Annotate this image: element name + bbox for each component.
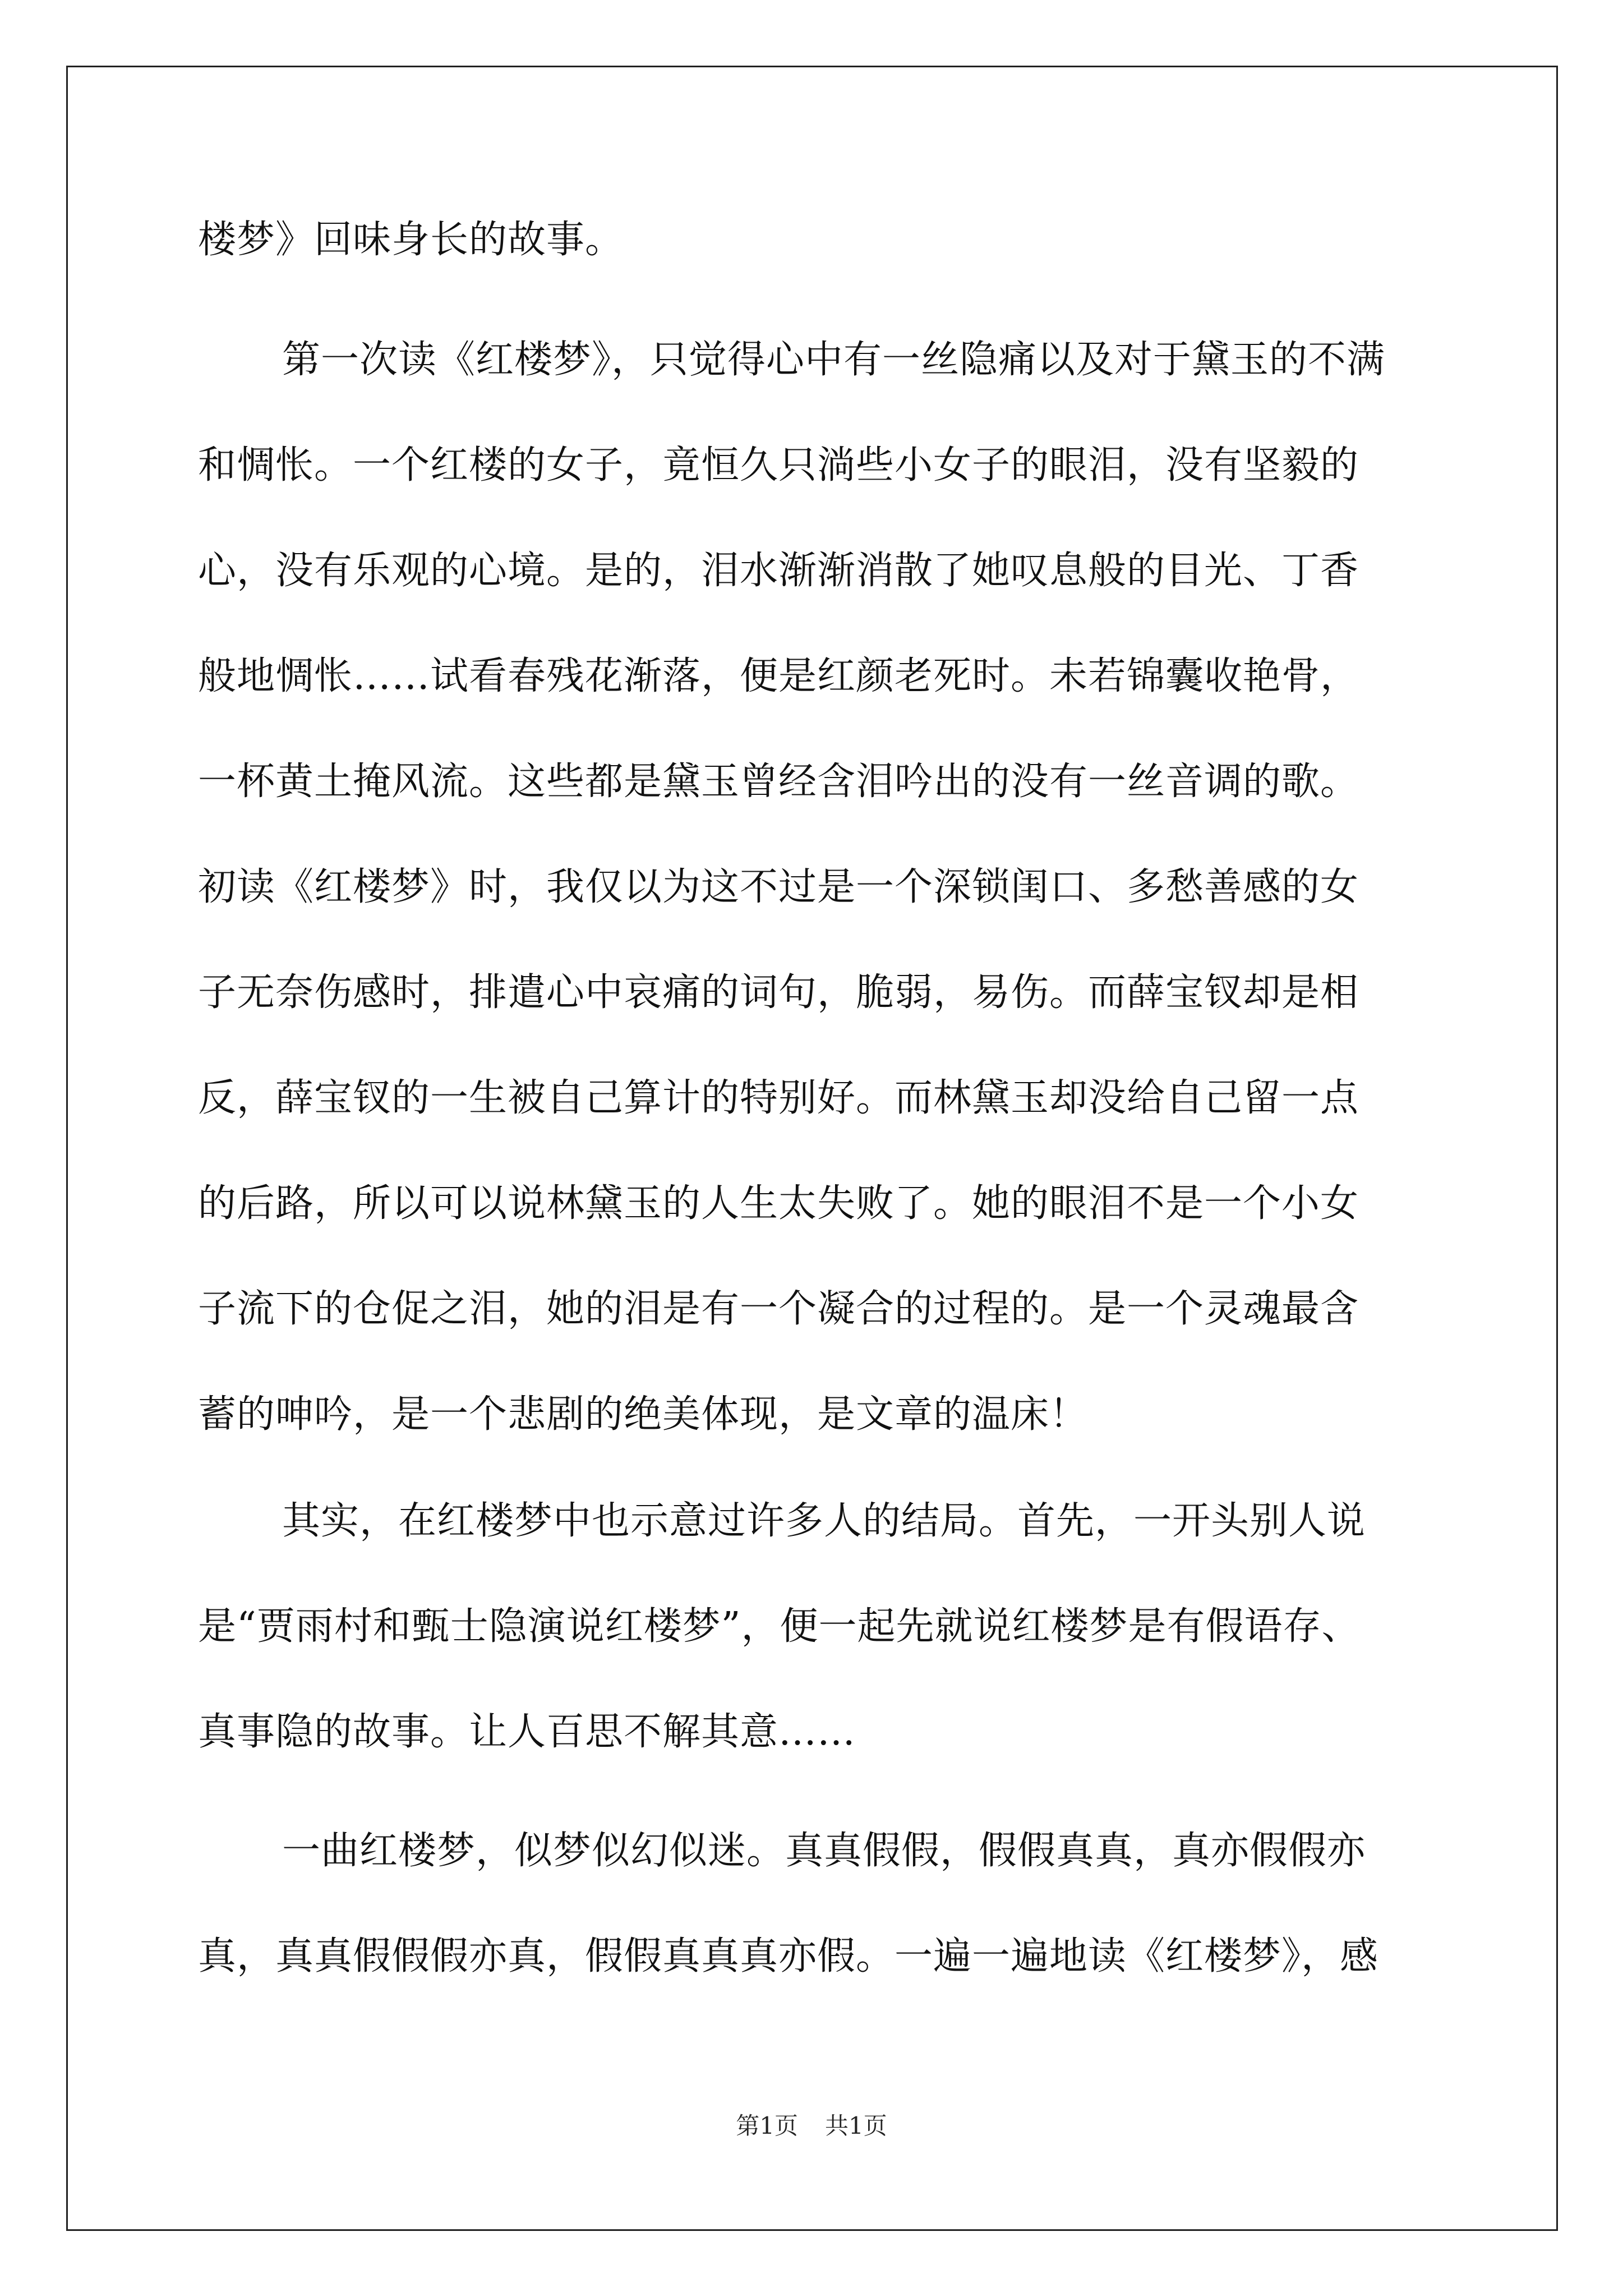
paragraph-line: 真，真真假假假亦真，假假真真真亦假。一遍一遍地读《红楼梦》，感 — [198, 1934, 1379, 1978]
page-number: 第1页 — [736, 2112, 798, 2139]
paragraph-line: 子无奈伤感时，排遣心中哀痛的词句，脆弱，易伤。而薛宝钗却是相 — [198, 970, 1359, 1015]
paragraph-line: 楼梦》回味身长的故事。 — [198, 218, 624, 262]
paragraph-line: 一曲红楼梦，似梦似幻似迷。真真假假，假假真真，真亦假假亦 — [282, 1829, 1366, 1873]
page-footer — [0, 2110, 1623, 2142]
paragraph-line: 反，薛宝钗的一生被自己算计的特别好。而林黛玉却没给自己留一点 — [198, 1076, 1359, 1120]
paragraph-line: 第一次读《红楼梦》，只觉得心中有一丝隐痛以及对于黛玉的不满 — [282, 338, 1386, 382]
paragraph-line: 其实，在红楼梦中也示意过许多人的结局。首先，一开头别人说 — [282, 1499, 1366, 1543]
paragraph-line: 般地惆怅……试看春残花渐落，便是红颜老死时。未若锦囊收艳骨， — [198, 654, 1359, 698]
page-border — [66, 66, 1558, 2231]
paragraph-line: 心，没有乐观的心境。是的，泪水渐渐消散了她叹息般的目光、丁香 — [198, 549, 1359, 593]
paragraph-line: 的后路，所以可以说林黛玉的人生太失败了。她的眼泪不是一个小女 — [198, 1181, 1359, 1226]
paragraph-line: 真事隐的故事。让人百思不解其意…… — [198, 1710, 856, 1754]
paragraph-line: 子流下的仓促之泪，她的泪是有一个凝合的过程的。是一个灵魂最含 — [198, 1287, 1359, 1331]
paragraph-line: 一杯黄土掩风流。这些都是黛玉曾经含泪吟出的没有一丝音调的歌。 — [198, 760, 1359, 804]
paragraph-line: 是“贾雨村和甄士隐演说红楼梦”，便一起先就说红楼梦是有假语存、 — [198, 1604, 1361, 1649]
page-total: 共1页 — [825, 2112, 887, 2139]
paragraph-line: 蓄的呻吟，是一个悲剧的绝美体现，是文章的温床！ — [198, 1392, 1089, 1437]
paragraph-line: 和惆怅。一个红楼的女子，竟恒久只淌些小女子的眼泪，没有坚毅的 — [198, 443, 1359, 487]
paragraph-line: 初读《红楼梦》时，我仅以为这不过是一个深锁闺口、多愁善感的女 — [198, 865, 1359, 909]
